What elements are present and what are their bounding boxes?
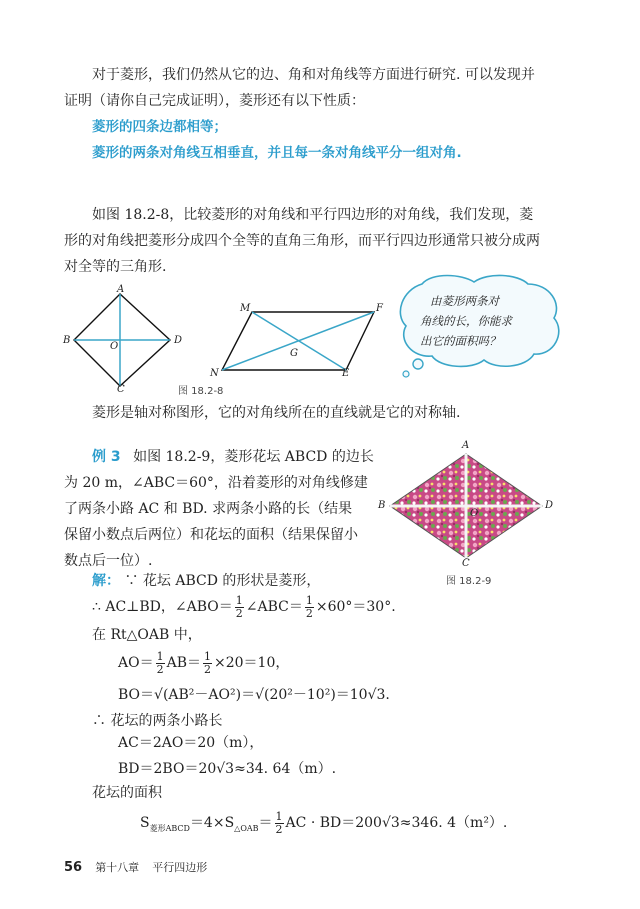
fraction-den: 2 — [275, 822, 283, 836]
fraction-half — [275, 811, 284, 836]
para2-line-1: 如图 18.2-8，比较菱形的对角线和平行四边形的对角线，我们发现，菱 — [92, 207, 534, 223]
fraction-num: 1 — [305, 593, 313, 607]
area-subscript-rhombus: 菱形ABCD — [149, 823, 190, 833]
parallelogram-diagonal-fn — [222, 312, 374, 370]
axis-of-symmetry-text: 菱形是轴对称图形，它的对角线所在的直线就是它的对称轴. — [92, 405, 461, 421]
fig2-label-c: C — [462, 558, 470, 569]
example-text-1: 如图 18.2-9，菱形花坛 ABCD 的边长 — [133, 449, 374, 465]
label-a: A — [117, 284, 125, 295]
para2-line-2: 形的对角线把菱形分成四个全等的直角三角形，而平行四边形通常只被分成两 — [64, 233, 540, 249]
chapter-title: 平行四边形 — [152, 861, 208, 874]
solution-tag: 解： — [92, 573, 120, 589]
fig2-label-a: A — [462, 440, 470, 451]
solution-text-1: ∵ 花坛 ABCD 的形状是菱形， — [124, 573, 321, 589]
area-equals: ＝ — [258, 815, 273, 831]
example-tag: 例 3 — [92, 449, 121, 465]
figure-18-2-8 — [56, 282, 396, 398]
label-c: C — [117, 384, 125, 395]
label-o: O — [110, 341, 119, 352]
solution-text-2c: ×60°＝30°. — [315, 599, 396, 615]
fraction-num: 1 — [275, 809, 283, 823]
fraction-half — [235, 595, 244, 620]
fraction-num: 1 — [156, 649, 164, 663]
example-line-1 — [92, 444, 374, 470]
label-n: N — [210, 368, 219, 379]
property-2: 菱形的两条对角线互相垂直，并且每一条对角线平分一组对角. — [92, 145, 462, 161]
intro-line-2: 证明（请你自己完成证明），菱形还有以下性质： — [64, 93, 365, 109]
intro-line-1: 对于菱形，我们仍然从它的边、角和对角线等方面进行研究. 可以发现并 — [92, 67, 535, 83]
example-line-3: 了两条小路 AC 和 BD. 求两条小路的长（结果 — [64, 501, 353, 517]
fraction-den: 2 — [204, 662, 211, 676]
example-line-2: 为 20 m，∠ABC＝60°，沿着菱形的对角线修建 — [64, 475, 368, 491]
solution-text-4c: ×20＝10， — [214, 655, 290, 671]
para2-line-3: 对全等的三角形. — [64, 259, 167, 275]
area-symbol: S — [140, 815, 150, 831]
fraction-den: 2 — [156, 662, 164, 676]
fig2-label-b: B — [378, 500, 386, 511]
solution-line-8: BD＝2BO＝20√3≈34. 64（m）. — [118, 761, 337, 777]
label-f: F — [376, 303, 383, 314]
example-line-5: 数点后一位）. — [64, 553, 153, 569]
fraction-half — [305, 595, 314, 620]
solution-line-2 — [92, 594, 396, 620]
solution-text-4b: AB＝ — [166, 655, 201, 671]
solution-text-2a: ∴ AC⊥BD，∠ABO＝ — [92, 599, 233, 615]
figure-caption-18-2-9: 图 18.2-9 — [446, 576, 492, 587]
bubble-line-2: 角线的长，你能求 — [420, 314, 512, 328]
solution-line-1 — [92, 568, 320, 594]
fraction-num: 1 — [204, 649, 211, 663]
chapter-label: 第十八章 — [95, 861, 140, 874]
fig2-label-d: D — [545, 500, 554, 511]
label-d: D — [174, 335, 183, 346]
fraction-den: 2 — [305, 606, 313, 620]
example-line-4: 保留小数点后两位）和花坛的面积（结果保留小 — [64, 527, 358, 543]
property-1: 菱形的四条边都相等； — [92, 119, 227, 135]
label-m: M — [240, 303, 251, 314]
solution-text-2b: ∠ABC＝ — [245, 599, 303, 615]
solution-line-9: 花坛的面积 — [92, 785, 162, 801]
page-number: 56 — [64, 860, 83, 875]
fraction-den: 2 — [235, 606, 243, 620]
area-text-mid: ＝4×S — [189, 815, 235, 831]
solution-line-3: 在 Rt△OAB 中， — [92, 627, 202, 643]
fraction-half — [156, 651, 165, 676]
figure-caption-18-2-8: 图 18.2-8 — [178, 386, 224, 397]
label-b: B — [63, 335, 71, 346]
solution-line-7: AC＝2AO＝20（m）， — [118, 735, 264, 751]
area-subscript-triangle: △OAB — [234, 823, 259, 833]
bubble-line-1: 由菱形两条对 — [430, 294, 499, 308]
solution-line-4 — [118, 650, 289, 676]
area-text-end: AC · BD＝200√3≈346. 4（m²）. — [285, 815, 508, 831]
label-g: G — [290, 348, 298, 359]
fig2-label-o: O — [470, 508, 479, 519]
label-e: E — [342, 368, 350, 379]
page-footer — [64, 856, 207, 875]
fraction-num: 1 — [235, 593, 243, 607]
bubble-line-3: 出它的面积吗？ — [420, 334, 501, 348]
solution-line-10 — [140, 810, 507, 842]
solution-line-5: BO＝√(AB²－AO²)＝√(20²－10²)＝10√3. — [118, 687, 390, 703]
solution-text-4a: AO＝ — [118, 655, 154, 671]
figure-18-2-9 — [376, 446, 556, 576]
solution-line-6: ∴ 花坛的两条小路长 — [92, 713, 223, 729]
fraction-half — [203, 651, 212, 676]
